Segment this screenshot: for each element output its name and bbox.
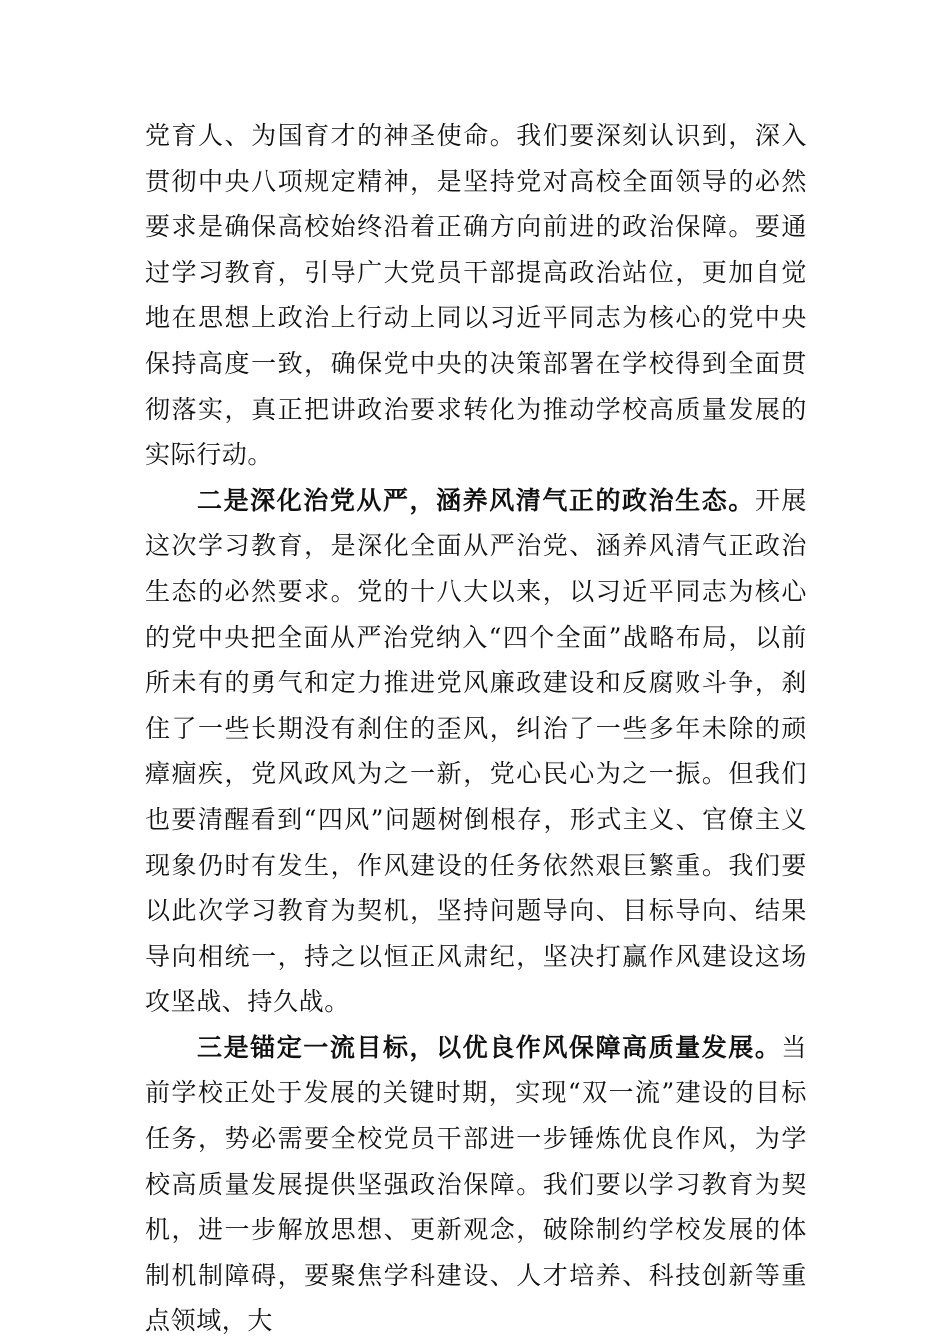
paragraph-3-text: 当前学校正处于发展的关键时期，实现“双一流”建设的目标任务，势必需要全校党员干部进一步锤炼优良作风，为学校高质量发展提供坚强政治保障。我们要以学习教育为契机，进一步解放思想、更新观念，破除制约学校发展的体制机制障碍，要聚焦学科建设、人才培养、科技创新等重点领域，大 <box>145 1032 807 1336</box>
document-page <box>145 113 807 1344</box>
paragraph-point-two <box>145 478 807 1025</box>
paragraph-1-text: 党育人、为国育才的神圣使命。我们要深刻认识到，深入贯彻中央八项规定精神，是坚持党对高校全面领导的必然要求是确保高校始终沿着正确方向前进的政治保障。要通过学习教育，引导广大党员干部提高政治站位，更加自觉地在思想上政治上行动上同以习近平同志为核心的党中央保持高度一致，确保党中央的决策部署在学校得到全面贯彻落实，真正把讲政治要求转化为推动学校高质量发展的实际行动。 <box>145 121 807 470</box>
paragraph-point-three <box>145 1025 807 1344</box>
paragraph-2-heading: 二是深化治党从严，涵养风清气正的政治生态。 <box>197 485 755 515</box>
paragraph-3-heading: 三是锚定一流目标，以优良作风保障高质量发展。 <box>197 1032 782 1062</box>
paragraph-2-text: 开展这次学习教育，是深化全面从严治党、涵养风清气正政治生态的必然要求。党的十八大以来，以习近平同志为核心的党中央把全面从严治党纳入“四个全面”战略布局，以前所未有的勇气和定力推进党风廉政建设和反腐败斗争，刹住了一些长期没有刹住的歪风，纠治了一些多年未除的顽瘴痼疾，党风政风为之一新，党心民心为之一振。但我们也要清醒看到“四风”问题树倒根存，形式主义、官僚主义现象仍时有发生，作风建设的任务依然艰巨繁重。我们要以此次学习教育为契机，坚持问题导向、目标导向、结果导向相统一，持之以恒正风肃纪，坚决打赢作风建设这场攻坚战、持久战。 <box>145 485 807 1017</box>
paragraph-continuation <box>145 113 807 478</box>
